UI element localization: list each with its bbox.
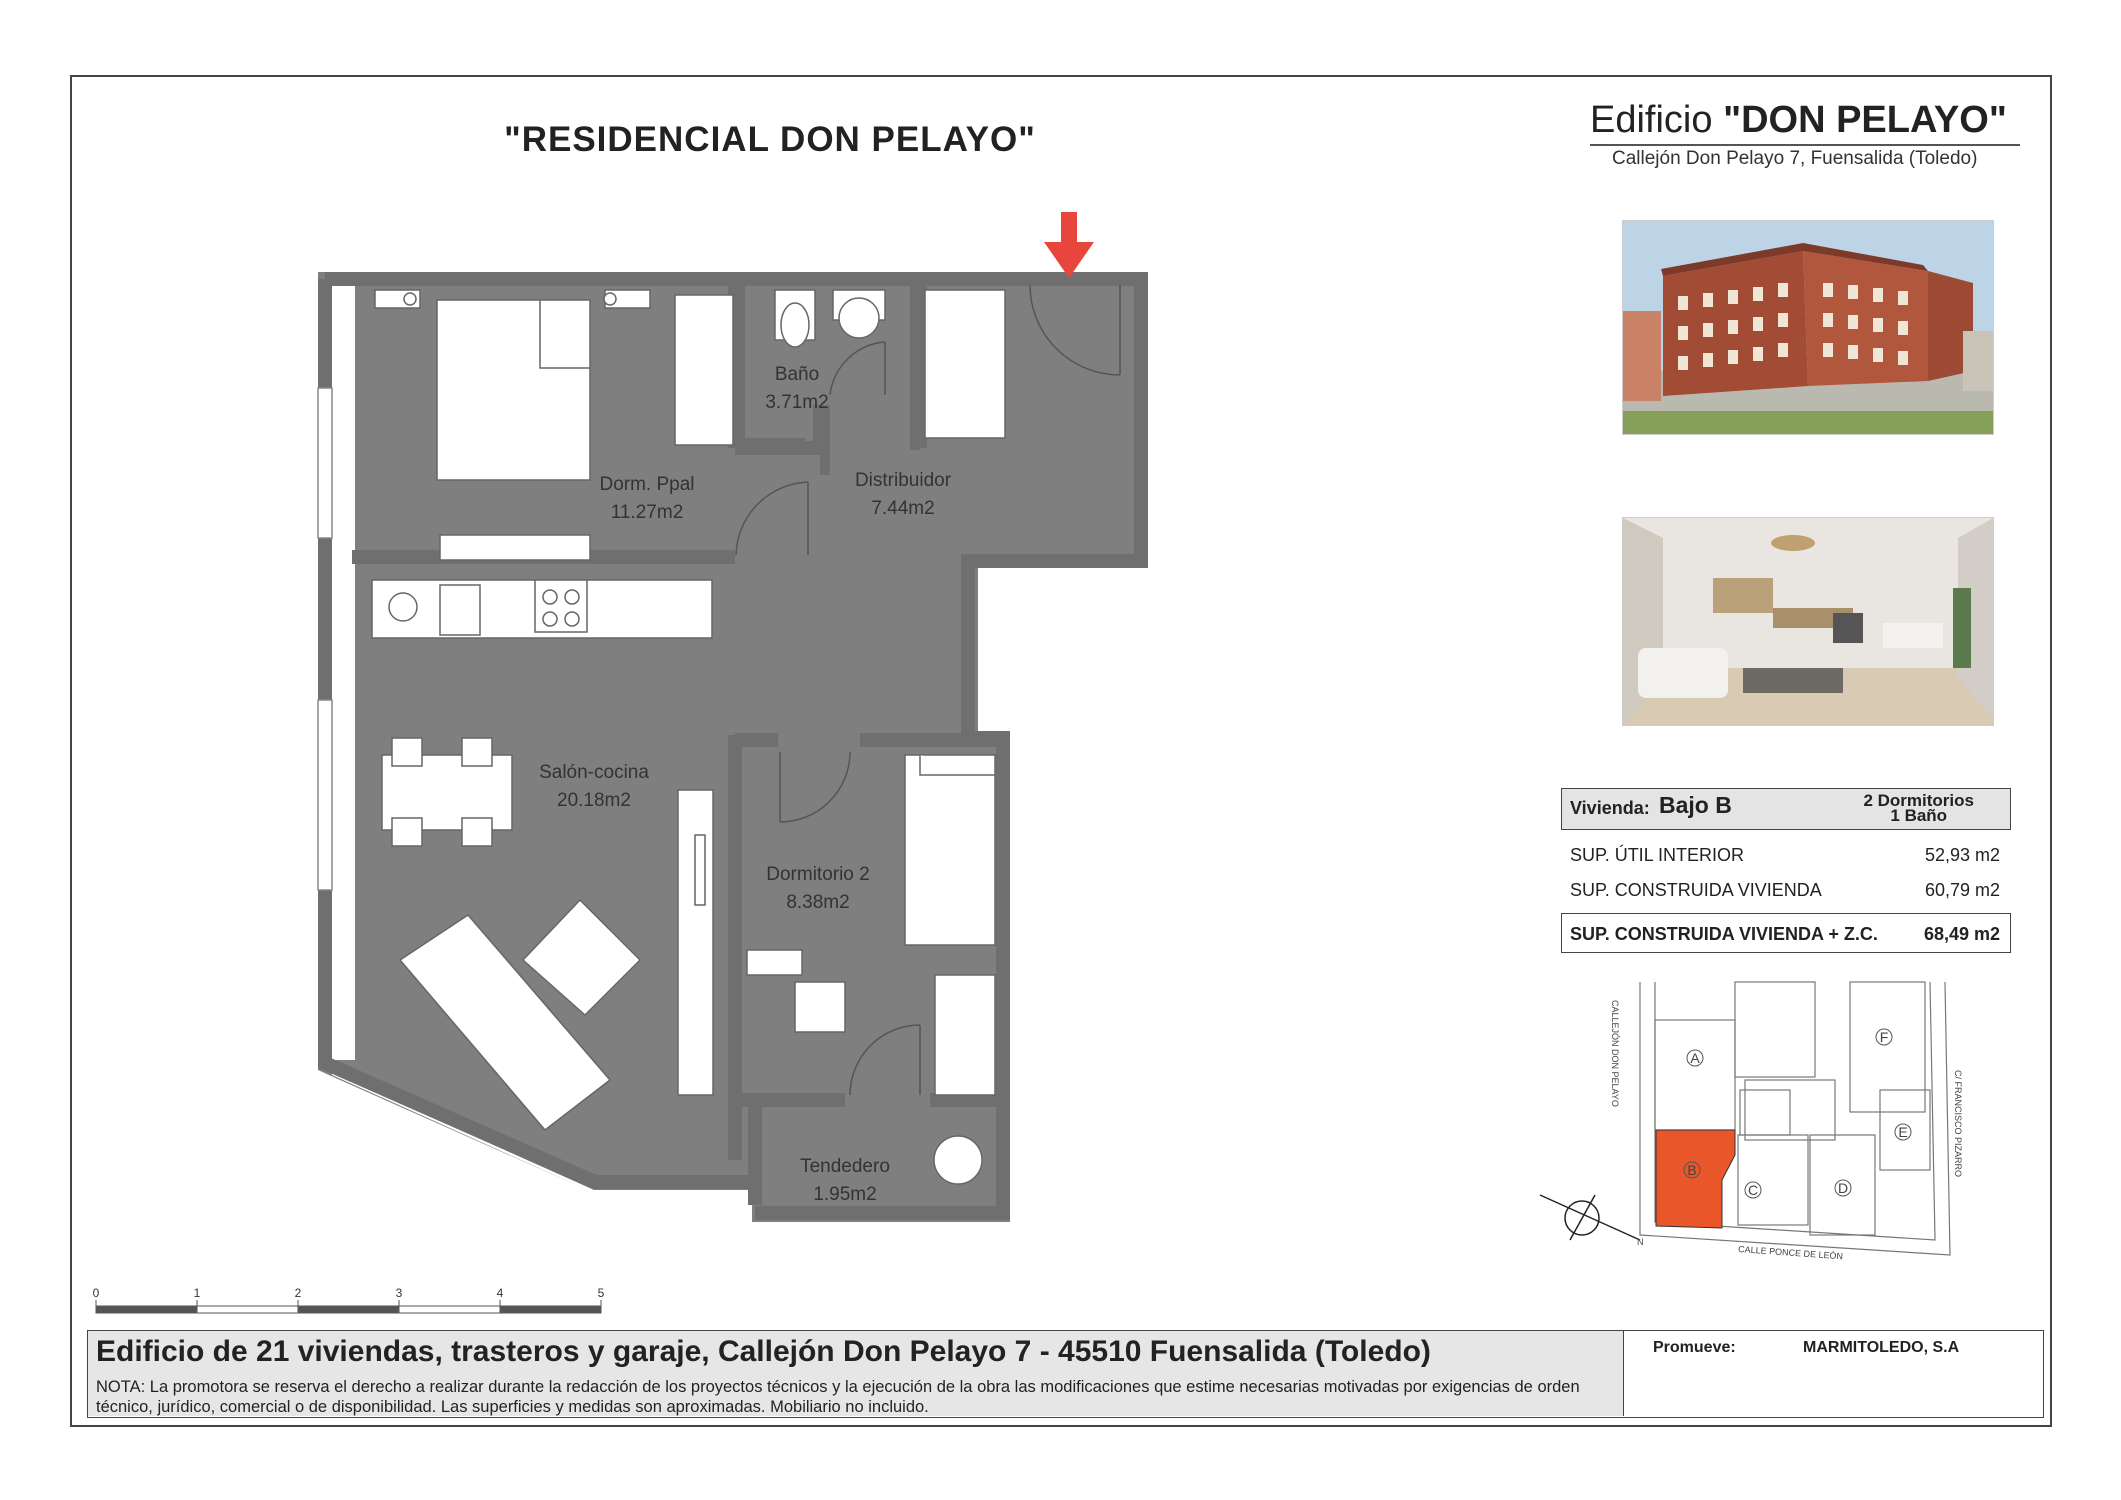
area-value: 60,79 m2 — [1924, 880, 2000, 900]
site-unit-label: D — [1837, 1180, 1849, 1196]
brand-building-name: "DON PELAYO" — [1723, 99, 2007, 141]
area-total-label: SUP. CONSTRUIDA VIVIENDA + Z.C. — [1570, 924, 1878, 944]
unit-label: Vivienda: — [1570, 798, 1650, 818]
area-label: SUP. ÚTIL INTERIOR — [1570, 845, 1745, 865]
room-area-distribuidor: 7.44m2 — [871, 498, 935, 519]
scale-tick-label: 3 — [395, 1286, 403, 1300]
north-label: N — [1637, 1237, 1644, 1247]
unit-value: Bajo B — [1659, 792, 1732, 818]
page-title: "RESIDENCIAL DON PELAYO" — [504, 120, 1036, 159]
site-unit-label: C — [1747, 1182, 1759, 1198]
area-value: 52,93 m2 — [1924, 845, 2000, 865]
street-label: CALLEJÓN DON PELAYO — [1610, 1000, 1620, 1107]
footer-bar — [87, 1330, 2044, 1418]
room-name-dormitorio-2: Dormitorio 2 — [766, 864, 870, 885]
unit-bathrooms: 1 Baño — [1890, 806, 1948, 825]
scale-tick-label: 2 — [294, 1286, 302, 1300]
site-plan — [1540, 982, 1963, 1261]
promoter-label: Promueve: — [1653, 1339, 1736, 1356]
room-area-dorm-ppal: 11.27m2 — [610, 502, 684, 523]
room-area-dormitorio-2: 8.38m2 — [786, 892, 850, 913]
site-unit-label: E — [1898, 1124, 1908, 1140]
room-area-salon-cocina: 20.18m2 — [557, 790, 631, 811]
site-unit-label: A — [1690, 1050, 1700, 1066]
brand-address: Callejón Don Pelayo 7, Fuensalida (Toledo) — [1612, 148, 1978, 169]
unit-bedrooms: 2 Dormitorios — [1863, 791, 1974, 810]
brand-prefix: Edificio — [1590, 99, 1713, 141]
area-label: SUP. CONSTRUIDA VIVIENDA — [1570, 880, 1822, 900]
scale-tick-label: 4 — [496, 1286, 504, 1300]
scale-tick-label: 0 — [92, 1286, 100, 1300]
promoter-name: MARMITOLEDO, S.A — [1803, 1339, 1960, 1356]
site-unit-label: F — [1879, 1029, 1889, 1045]
room-name-bano: Baño — [774, 364, 820, 385]
room-name-salon-cocina: Salón-cocina — [539, 762, 649, 783]
room-name-dorm-ppal: Dorm. Ppal — [599, 474, 695, 495]
north-compass-icon — [1540, 1195, 1640, 1240]
street-label: C/ FRANCISCO PIZARRO — [1953, 1070, 1963, 1178]
room-name-distribuidor: Distribuidor — [854, 470, 952, 491]
room-area-tendedero: 1.95m2 — [813, 1184, 877, 1205]
footer-main — [88, 1331, 1624, 1416]
scale-tick-label: 5 — [597, 1286, 605, 1300]
entrance-arrow-icon — [1044, 212, 1094, 278]
scale-bar — [93, 1286, 605, 1313]
room-area-bano: 3.71m2 — [765, 392, 829, 413]
room-name-tendedero: Tendedero — [800, 1156, 890, 1177]
footer-title: Edificio de 21 viviendas, trasteros y garaje, Callejón Don Pelayo 7 - 45510 Fuensalida (Toledo) — [96, 1335, 1431, 1368]
area-total-value: 68,49 m2 — [1923, 924, 2000, 944]
footer-note: NOTA: La promotora se reserva el derecho a realizar durante la redacción de los proyectos técnicos y la ejecución de la obra las modificaciones que estime necesarias motivadas por exigencias de orden técnico, jurídico, comercial o de disponibilidad. Las superficies y medidas son aproximadas. Mobiliario no incluido. — [96, 1378, 1580, 1416]
scale-tick-label: 1 — [193, 1286, 201, 1300]
street-label: CALLE PONCE DE LEÓN — [1737, 1244, 1844, 1262]
site-unit-label: B — [1687, 1162, 1697, 1178]
